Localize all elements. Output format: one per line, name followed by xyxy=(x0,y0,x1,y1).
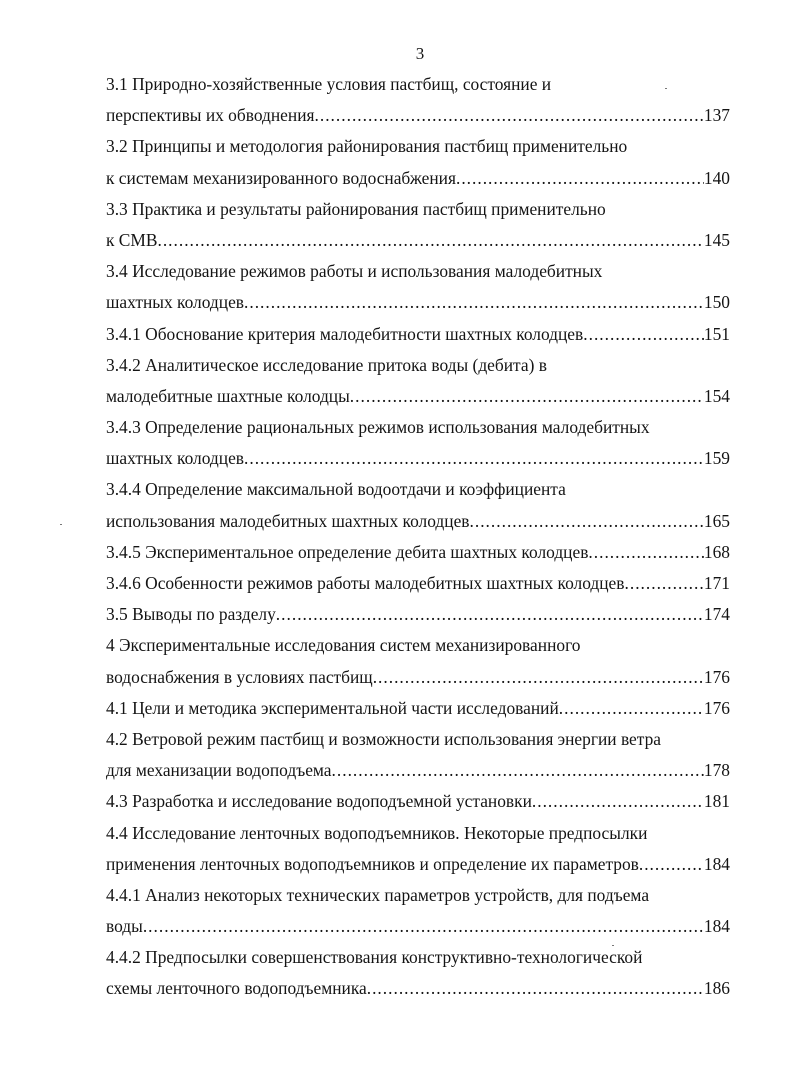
dot-leader xyxy=(350,381,704,412)
toc-page-number: 168 xyxy=(703,541,730,562)
toc-entry-leader-line xyxy=(106,911,730,942)
toc-page-number: 186 xyxy=(703,978,730,999)
toc-page-number: 151 xyxy=(703,323,730,344)
toc-page-number: 176 xyxy=(703,666,730,687)
dot-leader xyxy=(470,506,704,537)
toc-entry xyxy=(106,69,730,131)
page-number: 3 xyxy=(415,44,425,63)
toc-page-number: 178 xyxy=(703,760,730,781)
toc-entry-leader-line xyxy=(106,786,730,817)
toc-entry-title: 3.4.5 Экспериментальное определение дебита шахтных колодцев xyxy=(106,541,589,562)
dot-leader xyxy=(456,163,704,194)
dot-leader xyxy=(588,537,704,568)
dot-leader xyxy=(583,319,704,350)
toc-entry-title: 3.4.6 Особенности режимов работы малодебитных шахтных колодцев xyxy=(106,573,625,593)
toc-entry xyxy=(106,194,730,256)
dot-leader xyxy=(532,786,704,817)
toc-entry-text: 3.4.2 Аналитическое исследование притока воды (дебита) в xyxy=(106,354,547,375)
dot-leader xyxy=(639,849,704,880)
toc-entry-title: перспективы их обводнения xyxy=(106,105,315,126)
toc-entry xyxy=(106,599,730,630)
toc-entry xyxy=(106,412,730,474)
toc-entry-title: 3.4.1 Обоснование критерия малодебитности шахтных колодцев xyxy=(106,323,584,344)
toc-entry-text: 4.4.1 Анализ некоторых технических параметров устройств, для подъема xyxy=(106,884,650,905)
toc-entry-title: использования малодебитных шахтных колодцев xyxy=(106,510,470,531)
toc-entry-leader-line xyxy=(106,849,730,880)
toc-entry-title: водоснабжения в условиях пастбищ xyxy=(106,666,373,687)
toc-entry xyxy=(106,256,730,318)
toc-entry-title: воды xyxy=(106,916,143,937)
toc-entry xyxy=(106,693,730,724)
dot-leader xyxy=(157,225,703,256)
toc-page-number: 171 xyxy=(703,573,730,593)
dot-leader xyxy=(373,662,704,693)
toc-entry xyxy=(106,942,730,1004)
toc-entry-leader-line xyxy=(106,506,730,537)
toc-entry-title: 4.3 Разработка и исследование водоподъемной установки xyxy=(106,791,532,812)
toc-entry-title: шахтных колодцев xyxy=(106,292,244,313)
toc-page-number: 140 xyxy=(703,167,730,188)
toc-entry xyxy=(106,568,730,599)
toc-entry-title: 4.1 Цели и методика экспериментальной части исследований xyxy=(106,697,559,718)
scan-speck xyxy=(665,88,667,89)
toc-entry xyxy=(106,131,730,193)
toc-entry-title: шахтных колодцев xyxy=(106,448,244,469)
toc-page-number: 150 xyxy=(703,292,730,313)
toc-entry-text: 4.2 Ветровой режим пастбищ и возможности использования энергии ветра xyxy=(106,728,661,749)
toc-entry-title: для механизации водоподъема xyxy=(106,760,332,781)
toc-entry-leader-line xyxy=(106,163,730,194)
dot-leader xyxy=(276,599,704,630)
toc-entry-title: к системам механизированного водоснабжения xyxy=(106,167,456,188)
toc-entry-text: 3.3 Практика и результаты районирования пастбищ применительно xyxy=(106,198,606,219)
toc-entry xyxy=(106,474,730,536)
toc-entry-leader-line xyxy=(106,755,730,786)
toc-entry xyxy=(106,818,730,880)
toc-entry-leader-line xyxy=(106,319,730,350)
toc-entry-leader-line xyxy=(106,287,730,318)
toc-page-number: 181 xyxy=(703,791,730,812)
toc-entry xyxy=(106,724,730,786)
toc-entry xyxy=(106,319,730,350)
toc-entry-title: к СМВ xyxy=(106,229,158,250)
toc-entry-title: 3.5 Выводы по разделу xyxy=(106,604,276,625)
toc-page-number: 154 xyxy=(703,385,730,406)
toc-page-number: 184 xyxy=(703,916,730,937)
toc-entry-leader-line xyxy=(106,381,730,412)
toc-entry-text: 3.2 Принципы и методология районирования пастбищ применительно xyxy=(106,136,628,157)
toc-entry-text: 3.4.3 Определение рациональных режимов использования малодебитных xyxy=(106,417,650,438)
toc-page-number: 145 xyxy=(703,229,730,250)
toc-entry-leader-line xyxy=(106,662,730,693)
dot-leader xyxy=(143,911,704,942)
toc-entry-leader-line xyxy=(106,443,730,474)
toc-entry-text: 3.4.4 Определение максимальной водоотдачи и коэффициента xyxy=(106,479,566,500)
dot-leader xyxy=(315,100,704,131)
toc-entry xyxy=(106,786,730,817)
dot-leader xyxy=(559,693,704,724)
toc-entry-title: схемы ленточного водоподъемника xyxy=(106,978,367,999)
toc-page-number: 174 xyxy=(703,604,730,625)
toc-entry-leader-line xyxy=(106,100,730,131)
toc-page-number: 137 xyxy=(703,105,730,126)
toc-entry-text: 3.1 Природно-хозяйственные условия пастбищ, состояние и xyxy=(106,74,552,94)
toc-entry xyxy=(106,350,730,412)
toc-entry-leader-line xyxy=(106,599,730,630)
dot-leader xyxy=(625,568,704,599)
toc-page-number: 159 xyxy=(703,448,730,469)
toc-entry-leader-line xyxy=(106,225,730,256)
toc-entry xyxy=(106,537,730,568)
toc-entry-leader-line xyxy=(106,693,730,724)
toc-page-number: 176 xyxy=(703,697,730,718)
scan-speck xyxy=(60,524,62,525)
toc-entry-leader-line xyxy=(106,568,730,599)
toc-entry-text: 4.4 Исследование ленточных водоподъемников. Некоторые предпосылки xyxy=(106,822,648,843)
table-of-contents xyxy=(106,69,730,1005)
toc-entry-leader-line xyxy=(106,973,730,1004)
toc-entry-text: 3.4 Исследование режимов работы и использования малодебитных xyxy=(106,261,603,282)
toc-page-number: 165 xyxy=(703,510,730,531)
toc-page-number: 184 xyxy=(703,853,730,874)
dot-leader xyxy=(332,755,704,786)
toc-entry xyxy=(106,630,730,692)
toc-entry-text: 4 Экспериментальные исследования систем механизированного xyxy=(106,635,581,656)
toc-entry-title: применения ленточных водоподъемников и определение их параметров xyxy=(106,853,639,874)
toc-entry-title: малодебитные шахтные колодцы xyxy=(106,385,350,406)
dot-leader xyxy=(244,443,704,474)
toc-entry-text: 4.4.2 Предпосылки совершенствования конструктивно-технологической xyxy=(106,947,643,968)
scan-speck xyxy=(612,945,614,946)
dot-leader xyxy=(367,973,704,1004)
dot-leader xyxy=(244,287,704,318)
toc-entry xyxy=(106,880,730,942)
toc-entry-leader-line xyxy=(106,537,730,568)
